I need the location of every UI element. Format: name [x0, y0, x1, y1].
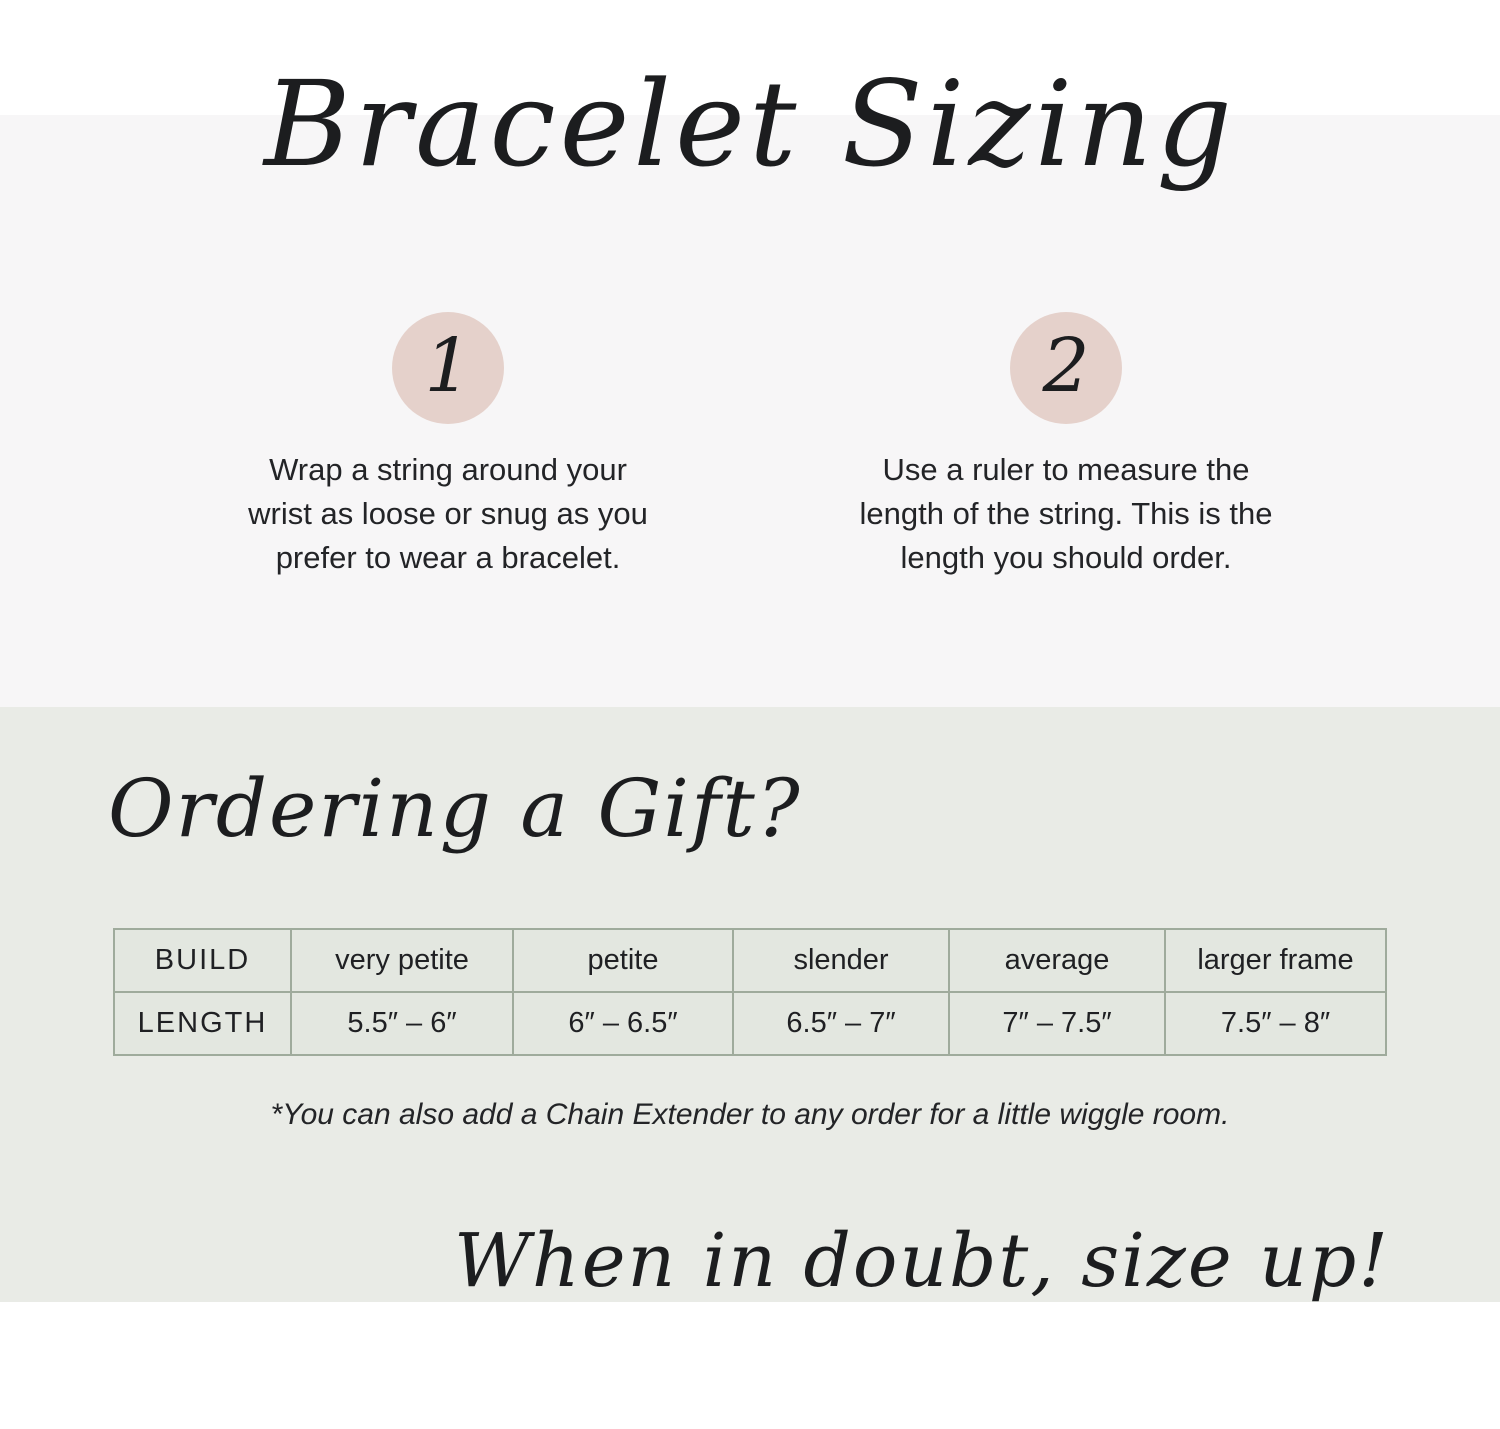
step-2-line-1: Use a ruler to measure the	[882, 452, 1250, 487]
length-very-petite: 5.5″ – 6″	[291, 992, 513, 1055]
table-row-length	[114, 992, 1386, 1055]
length-larger-frame: 7.5″ – 8″	[1165, 992, 1386, 1055]
step-1-line-2: wrist as loose or snug as you	[248, 496, 648, 531]
length-slender: 6.5″ – 7″	[733, 992, 949, 1055]
step-1-line-1: Wrap a string around your	[269, 452, 627, 487]
gift-section-heading: Ordering a Gift?	[108, 762, 802, 855]
chain-extender-note: *You can also add a Chain Extender to any order for a little wiggle room.	[270, 1098, 1230, 1131]
build-row-label: BUILD	[114, 929, 291, 992]
build-petite: petite	[513, 929, 733, 992]
step-2-line-3: length you should order.	[900, 540, 1232, 575]
size-up-tagline: When in doubt, size up!	[454, 1218, 1390, 1304]
step-1-circle	[392, 312, 504, 424]
step-2-number: 2	[1042, 323, 1090, 409]
build-very-petite: very petite	[291, 929, 513, 992]
step-1-line-3: prefer to wear a bracelet.	[275, 540, 621, 575]
length-average: 7″ – 7.5″	[949, 992, 1165, 1055]
page-title: Bracelet Sizing	[264, 55, 1236, 193]
step-2-text	[796, 448, 1336, 580]
step-1-number: 1	[424, 323, 472, 409]
build-larger-frame: larger frame	[1165, 929, 1386, 992]
build-slender: slender	[733, 929, 949, 992]
length-row-label: LENGTH	[114, 992, 291, 1055]
step-1-text	[178, 448, 718, 580]
sizing-table	[113, 928, 1387, 1056]
length-petite: 6″ – 6.5″	[513, 992, 733, 1055]
step-2-line-2: length of the string. This is the	[859, 496, 1273, 531]
table-row-build	[114, 929, 1386, 992]
build-average: average	[949, 929, 1165, 992]
step-2-circle	[1010, 312, 1122, 424]
